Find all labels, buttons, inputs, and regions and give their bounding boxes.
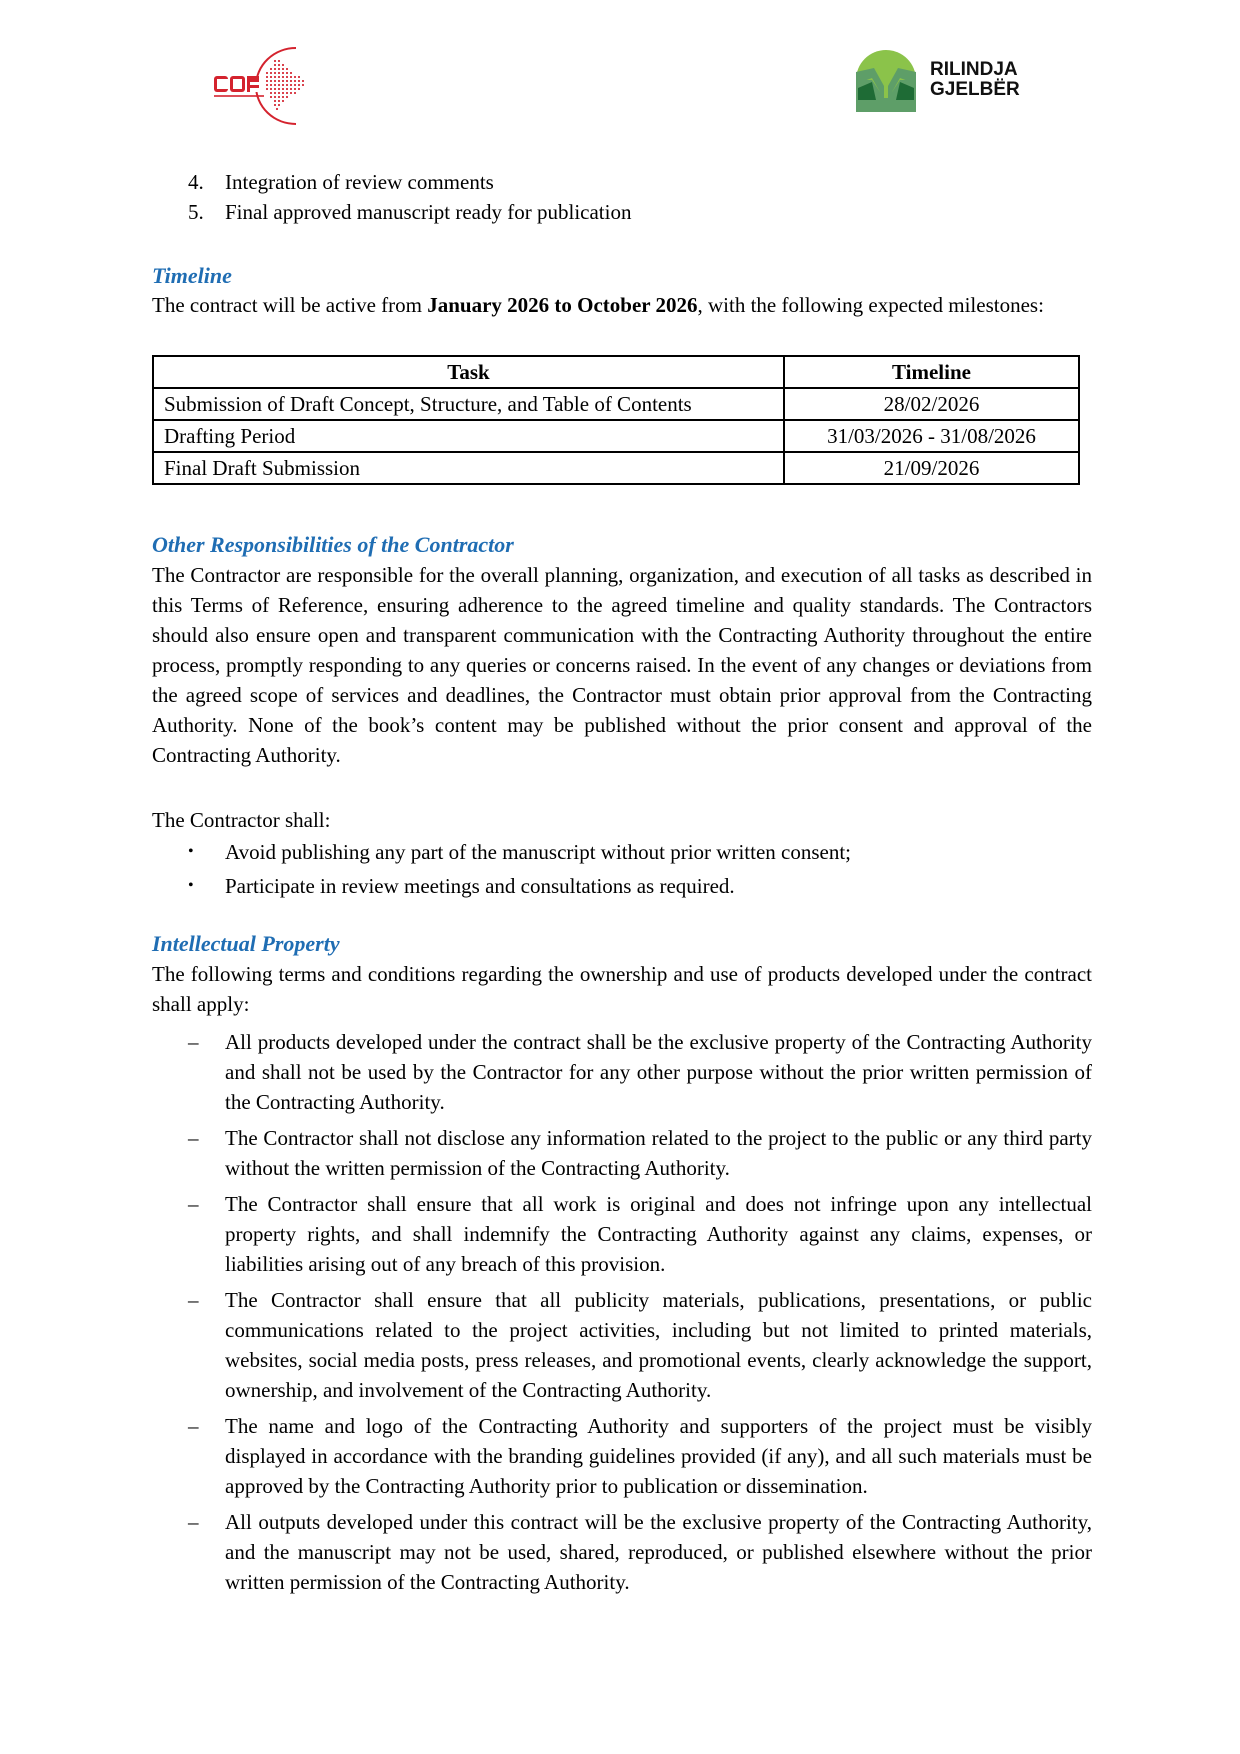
table-row xyxy=(153,452,1079,484)
dash-icon: – xyxy=(188,1030,199,1054)
ip-intro: The following terms and conditions regarding the ownership and use of products developed under the contract shall apply: xyxy=(152,962,1092,1016)
contractor-shall-intro: The Contractor shall: xyxy=(152,808,331,832)
date-cell: 31/03/2026 - 31/08/2026 xyxy=(784,420,1079,452)
list-item xyxy=(188,1411,1092,1501)
list-text: The name and logo of the Contracting Authority and supporters of the project must be visibly displayed in accordance with the branding guidelines provided (if any), and all such materials must be approved by the Contracting Authority prior to publication or dissemination. xyxy=(225,1414,1092,1498)
timeline-heading: Timeline xyxy=(152,263,232,288)
rilindja-gjelber-logo xyxy=(854,50,1034,114)
list-number: 4. xyxy=(188,170,204,194)
table-header-timeline: Timeline xyxy=(784,356,1079,388)
list-item xyxy=(188,1123,1092,1183)
list-item xyxy=(188,869,1088,903)
list-item xyxy=(188,1027,1092,1117)
list-text: All outputs developed under this contract will be the exclusive property of the Contracting Authority, and the manuscript may not be used, shared, reproduced, or published elsewhere without the prior written permission of the Contracting Authority. xyxy=(225,1510,1092,1594)
dash-icon: – xyxy=(188,1126,199,1150)
tree-logo-icon xyxy=(854,50,918,112)
dash-icon: – xyxy=(188,1414,199,1438)
date-cell: 21/09/2026 xyxy=(784,452,1079,484)
list-text: The Contractor shall ensure that all work is original and does not infringe upon any intellectual property rights, and shall indemnify the Contracting Authority against any claims, expenses, or liabilities arising out of any breach of this provision. xyxy=(225,1192,1092,1276)
intro-period: January 2026 to October 2026 xyxy=(427,293,698,317)
list-text: All products developed under the contract shall be the exclusive property of the Contracting Authority and shall not be used by the Contractor for any other purpose without the prior written permission of the Contracting Authority. xyxy=(225,1030,1092,1114)
dash-icon: – xyxy=(188,1510,199,1534)
intro-text-end: , with the following expected milestones: xyxy=(697,293,1044,317)
timeline-intro xyxy=(152,290,1092,320)
wordmark-line-1: RILINDJA xyxy=(930,59,1018,80)
list-item xyxy=(188,1507,1092,1597)
ip-terms-list xyxy=(188,1027,1092,1603)
ip-heading: Intellectual Property xyxy=(152,931,340,956)
table-row xyxy=(153,420,1079,452)
list-item xyxy=(188,167,1088,197)
table-row xyxy=(153,388,1079,420)
numbered-list xyxy=(188,167,1088,227)
task-cell: Submission of Draft Concept, Structure, and Table of Contents xyxy=(153,388,784,420)
list-text: Participate in review meetings and consultations as required. xyxy=(225,874,735,898)
list-text: Integration of review comments xyxy=(225,170,494,194)
table-header-task: Task xyxy=(153,356,784,388)
wordmark-line-2: GJELBËR xyxy=(930,79,1020,100)
dash-icon: – xyxy=(188,1288,199,1312)
dash-icon: – xyxy=(188,1192,199,1216)
list-item xyxy=(188,197,1088,227)
list-item xyxy=(188,835,1088,869)
table-header-row xyxy=(153,356,1079,388)
cdf-logo xyxy=(214,46,354,126)
rilindja-gjelber-wordmark xyxy=(930,60,1020,100)
list-text: Final approved manuscript ready for publication xyxy=(225,200,632,224)
date-cell: 28/02/2026 xyxy=(784,388,1079,420)
task-cell: Drafting Period xyxy=(153,420,784,452)
list-text: The Contractor shall ensure that all publicity materials, publications, presentations, or public communications related to the project activities, including but not limited to printed materials, websites, social media posts, press releases, and promotional events, clearly acknowledge the support, ownership, and involvement of the Contracting Authority. xyxy=(225,1288,1092,1402)
list-text: The Contractor shall not disclose any information related to the project to the public or any third party without the written permission of the Contracting Authority. xyxy=(225,1126,1092,1180)
responsibilities-heading: Other Responsibilities of the Contractor xyxy=(152,532,514,557)
bullet-icon: • xyxy=(188,877,194,894)
bullet-icon: • xyxy=(188,843,194,860)
intro-text: The contract will be active from xyxy=(152,293,428,317)
list-item xyxy=(188,1189,1092,1279)
list-number: 5. xyxy=(188,200,204,224)
responsibilities-paragraph: The Contractor are responsible for the overall planning, organization, and execution of all tasks as described in this Terms of Reference, ensuring adherence to the agreed timeline and quality standards. The Contractors should also ensure open and transparent communication with the Contracting Authority throughout the entire process, promptly responding to any queries or concerns raised. In the event of any changes or deviations from the agreed scope of services and deadlines, the Contractor must obtain prior approval from the Contracting Authority. None of the book’s content may be published without the prior consent and approval of the Contracting Authority. xyxy=(152,563,1092,767)
task-cell: Final Draft Submission xyxy=(153,452,784,484)
list-text: Avoid publishing any part of the manuscript without prior written consent; xyxy=(225,840,852,864)
cdf-logo-icon xyxy=(214,46,354,126)
milestones-table xyxy=(152,355,1080,485)
list-item xyxy=(188,1285,1092,1405)
contractor-shall-list xyxy=(188,835,1088,903)
